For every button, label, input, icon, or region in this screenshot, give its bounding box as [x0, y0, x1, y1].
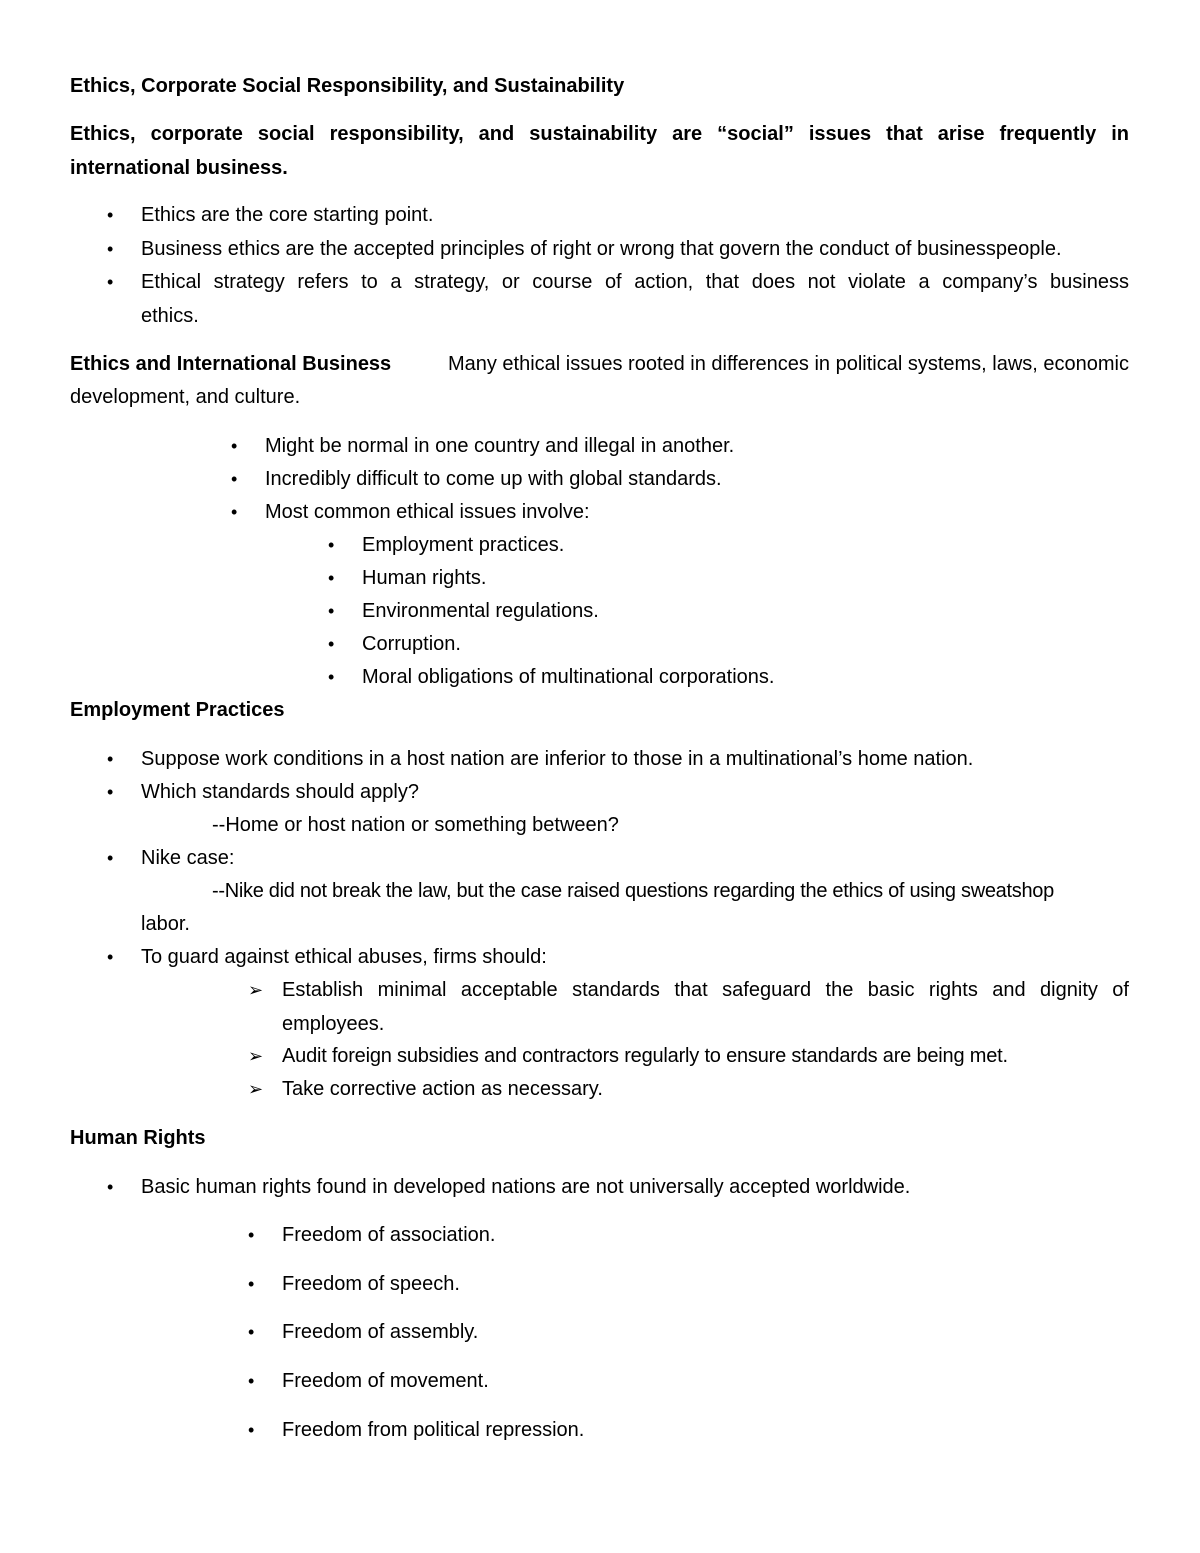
bullet-icon: •	[107, 205, 114, 225]
freedom-item: Freedom of assembly.	[282, 1321, 479, 1343]
bullet-icon: •	[107, 848, 114, 868]
bullet-icon: •	[328, 667, 335, 687]
list-item: Which standards should apply?	[141, 781, 419, 803]
freedom-item: Freedom of movement.	[282, 1370, 489, 1392]
list-item: Business ethics are the accepted principles of right or wrong that govern the conduct of businesspeople.	[141, 238, 1062, 260]
bullet-icon: •	[107, 782, 114, 802]
bullet-icon: •	[328, 535, 335, 555]
freedom-item: Freedom of association.	[282, 1224, 496, 1246]
bullet-icon: •	[248, 1274, 255, 1294]
list-note-continuation: labor.	[141, 913, 190, 935]
intl-business-paragraph-line-2: development, and culture.	[70, 386, 301, 408]
list-item: Basic human rights found in developed nations are not universally accepted worldwide.	[141, 1176, 911, 1198]
arrow-bullet-icon: ➢	[248, 980, 264, 1000]
sub-list-item: Moral obligations of multinational corporations.	[362, 666, 775, 688]
intl-business-text: Many ethical issues rooted in differences in political systems, laws, economic	[447, 353, 1129, 375]
sub-list-item: Corruption.	[362, 633, 461, 655]
bullet-icon: •	[248, 1371, 255, 1391]
bullet-icon: •	[248, 1225, 255, 1245]
list-item: Nike case:	[141, 847, 235, 869]
list-note: --Nike did not break the law, but the case raised questions regarding the ethics of using sweatshop	[212, 880, 1054, 902]
list-item: Incredibly difficult to come up with global standards.	[265, 468, 722, 490]
arrow-list-item: Establish minimal acceptable standards that safeguard the basic rights and dignity of	[282, 979, 1129, 1001]
bullet-icon: •	[107, 947, 114, 967]
bullet-icon: •	[231, 502, 238, 522]
bullet-icon: •	[231, 469, 238, 489]
section-heading-employment: Employment Practices	[70, 699, 285, 721]
bullet-icon: •	[248, 1420, 255, 1440]
arrow-list-item-continuation: employees.	[282, 1013, 385, 1035]
list-note: --Home or host nation or something between?	[212, 814, 619, 836]
bullet-icon: •	[107, 239, 114, 259]
list-item: Most common ethical issues involve:	[265, 501, 590, 523]
list-item: Suppose work conditions in a host nation are inferior to those in a multinational’s home nation.	[141, 748, 974, 770]
list-item: Ethical strategy refers to a strategy, or course of action, that does not violate a company’s business	[141, 271, 1129, 293]
bullet-icon: •	[107, 1177, 114, 1197]
freedom-item: Freedom from political repression.	[282, 1419, 585, 1441]
intro-line-2: international business.	[70, 157, 288, 179]
arrow-list-item: Audit foreign subsidies and contractors regularly to ensure standards are being met.	[282, 1045, 1008, 1067]
section-heading-intl-business: Ethics and International Business	[70, 353, 392, 375]
bullet-icon: •	[328, 634, 335, 654]
sub-list-item: Employment practices.	[362, 534, 565, 556]
bullet-icon: •	[107, 272, 114, 292]
sub-list-item: Human rights.	[362, 567, 487, 589]
section-heading-human-rights: Human Rights	[70, 1127, 206, 1149]
arrow-bullet-icon: ➢	[248, 1046, 264, 1066]
sub-list-item: Environmental regulations.	[362, 600, 599, 622]
bullet-icon: •	[248, 1322, 255, 1342]
bullet-icon: •	[328, 601, 335, 621]
list-item: Might be normal in one country and illegal in another.	[265, 435, 735, 457]
list-item: Ethics are the core starting point.	[141, 204, 434, 226]
freedom-item: Freedom of speech.	[282, 1273, 460, 1295]
bullet-icon: •	[107, 749, 114, 769]
arrow-list-item: Take corrective action as necessary.	[282, 1078, 603, 1100]
page-title: Ethics, Corporate Social Responsibility, and Sustainability	[70, 75, 625, 97]
bullet-icon: •	[328, 568, 335, 588]
intl-business-paragraph-line-1	[70, 352, 1129, 376]
list-item: To guard against ethical abuses, firms should:	[141, 946, 547, 968]
arrow-bullet-icon: ➢	[248, 1079, 264, 1099]
list-item-continuation: ethics.	[141, 305, 199, 327]
intro-line-1: Ethics, corporate social responsibility, and sustainability are “social” issues that arise frequently in	[70, 123, 1129, 145]
bullet-icon: •	[231, 436, 238, 456]
